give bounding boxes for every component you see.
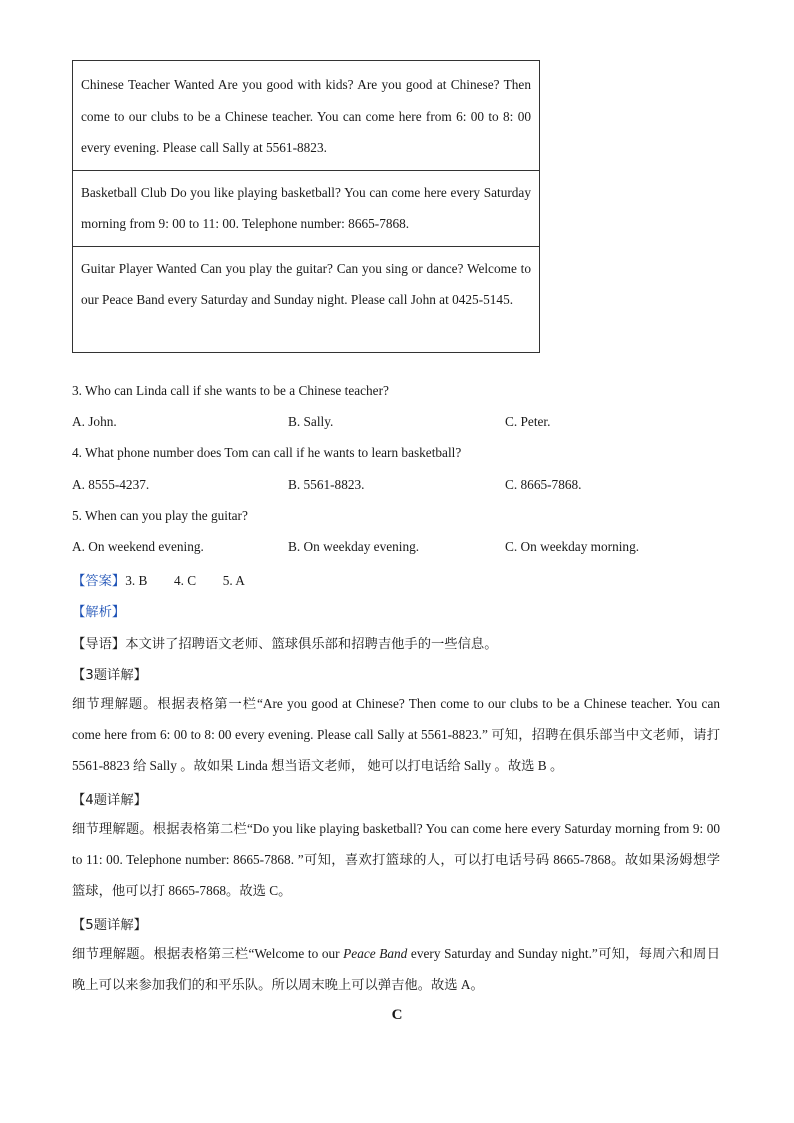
detail-4-text: 细节理解题。根据表格第二栏“Do you like playing basketball? You can come here every Saturday morning from 9: 00 to 11: 00. Telephone number: 8665-7868. ”可知，喜欢打篮球的人，可以打电话号码 8665-7868。故如果汤姆想学篮球，他可以打 8665-7868。故选 C。: [72, 821, 720, 898]
detail-5-text-after: every Saturday and Sunday night.”可知，每周六和周日晚上可以来参加我们的和平乐队。所以周末晚上可以弹吉他。故选 A。: [72, 946, 720, 992]
question-3-option-c: C. Peter.: [505, 414, 551, 429]
question-3: 3. Who can Linda call if she wants to be a Chinese teacher?: [72, 383, 389, 398]
answer-label: 【答案】: [72, 574, 126, 589]
ad-chinese-teacher: Chinese Teacher Wanted Are you good with kids? Are you good at Chinese? Then come to our clubs to be a Chinese teacher. You can come here from 6: 00 to 8: 00 every evening. Please call Sally at 5561-8823.: [73, 61, 540, 171]
question-5-option-b: B. On weekday evening.: [288, 539, 420, 554]
question-5-option-a: A. On weekend evening.: [72, 539, 204, 554]
question-5-option-c: C. On weekday morning.: [505, 539, 640, 554]
question-5: 5. When can you play the guitar?: [72, 508, 248, 523]
question-4: 4. What phone number does Tom can call if he wants to learn basketball?: [72, 445, 462, 460]
detail-4-label: 【4题详解】: [72, 793, 147, 808]
ads-table: [72, 60, 540, 353]
question-4-option-a: A. 8555-4237.: [72, 477, 150, 492]
detail-3-text: 细节理解题。根据表格第一栏“Are you good at Chinese? Then come to our clubs to be a Chinese teacher. You can come here from 6: 00 to 8: 00 every evening. Please call Sally at 5561-8823.” 可知，招聘在俱乐部当中文老师，请打 5561-8823 给 Sally 。故如果 Linda 想当语文老师， 她可以打电话给 Sally 。故选 B 。: [72, 696, 720, 773]
ad-basketball-club: Basketball Club Do you like playing basketball? You can come here every Saturday morning from 9: 00 to 11: 00. Telephone number: 8665-7868.: [73, 170, 540, 246]
guide-text: 本文讲了招聘语文老师、篮球俱乐部和招聘吉他手的一些信息。: [125, 637, 498, 652]
question-3-option-b: B. Sally.: [288, 414, 334, 429]
question-3-option-a: A. John.: [72, 414, 117, 429]
ad-guitar-player: Guitar Player Wanted Can you play the guitar? Can you sing or dance? Welcome to our Peace Band every Saturday and Sunday night. Please call John at 0425-5145.: [73, 246, 540, 352]
analysis-label: 【解析】: [72, 605, 126, 620]
detail-3-label: 【3题详解】: [72, 668, 147, 683]
detail-5-text-before: 细节理解题。根据表格第三栏“Welcome to our: [72, 946, 344, 961]
section-letter: C: [391, 1007, 403, 1023]
guide-label: 【导语】: [72, 637, 126, 652]
answer-line: [72, 570, 245, 589]
question-4-option-b: B. 5561-8823.: [288, 477, 365, 492]
detail-5-text-italic: Peace Band: [343, 946, 408, 961]
guide-line: [72, 633, 498, 652]
detail-5-label: 【5题详解】: [72, 918, 147, 933]
detail-5-text: [72, 938, 720, 1000]
answer-values: 3. B 4. C 5. A: [125, 573, 245, 588]
question-4-option-c: C. 8665-7868.: [505, 477, 582, 492]
